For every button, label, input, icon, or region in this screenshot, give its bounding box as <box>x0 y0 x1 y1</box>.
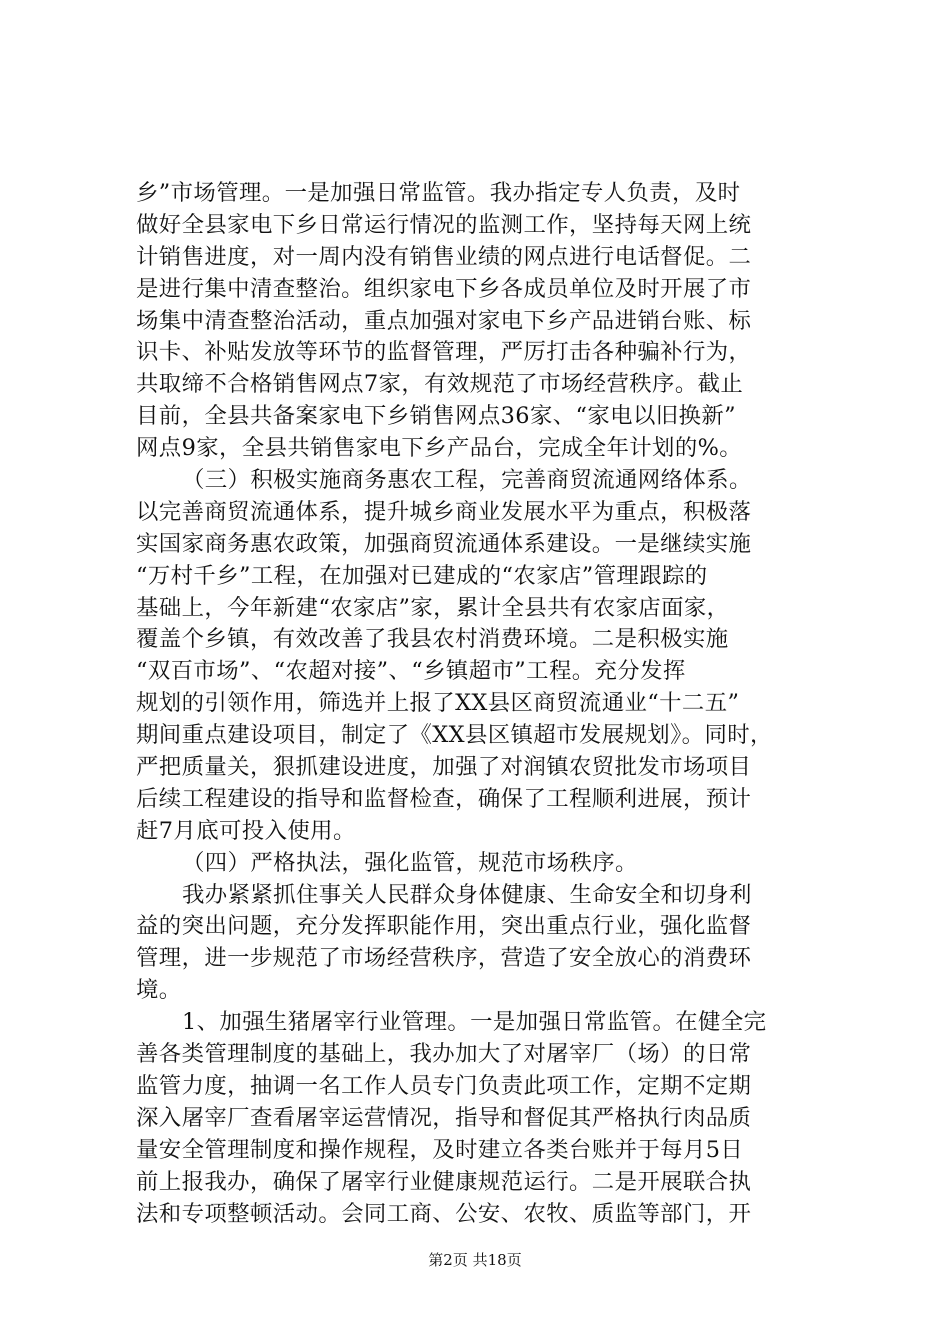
text-line: 管理，进一步规范了市场经营秩序，营造了安全放心的消费环 <box>136 945 752 972</box>
text-line: 严把质量关，狠抓建设进度，加强了对润镇农贸批发市场项目 <box>136 754 752 781</box>
text-line: 覆盖个乡镇，有效改善了我县农村消费环境。二是积极实施 <box>136 626 729 653</box>
text-line: 量安全管理制度和操作规程，及时建立各类台账并于每月5日 <box>136 1136 744 1163</box>
text-line: 监管力度，抽调一名工作人员专门负责此项工作，定期不定期 <box>136 1072 752 1099</box>
text-line: “双百市场”、“农超对接”、“乡镇超市”工程。充分发挥 <box>136 658 686 685</box>
text-line: 深入屠宰厂查看屠宰运营情况，指导和督促其严格执行肉品质 <box>136 1104 752 1131</box>
document-body <box>136 178 836 1230</box>
text-line: 计销售进度，对一周内没有销售业绩的网点进行电话督促。二 <box>136 243 752 270</box>
text-line: 基础上，今年新建“农家店”家，累计全县共有农家店面家， <box>136 594 730 621</box>
text-line: “万村千乡”工程，在加强对已建成的“农家店”管理跟踪的 <box>136 562 708 589</box>
text-line: 以完善商贸流通体系，提升城乡商业发展水平为重点，积极落 <box>136 498 752 525</box>
text-line: 境。 <box>136 977 182 1004</box>
text-line: 善各类管理制度的基础上，我办加大了对屠宰厂（场）的日常 <box>136 1041 752 1068</box>
text-line: 法和专项整顿活动。会同工商、公安、农牧、质监等部门，开 <box>136 1200 752 1227</box>
text-line: 益的突出问题，充分发挥职能作用，突出重点行业，强化监督 <box>136 913 752 940</box>
text-line: 共取缔不合格销售网点7家，有效规范了市场经营秩序。截止 <box>136 371 744 398</box>
text-line: 实国家商务惠农政策，加强商贸流通体系建设。一是继续实施 <box>136 530 752 557</box>
text-line: 识卡、补贴发放等环节的监督管理，严厉打击各种骗补行为， <box>136 339 752 366</box>
text-line: 场集中清查整治活动，重点加强对家电下乡产品进销台账、标 <box>136 307 752 334</box>
text-line: 前上报我办，确保了屠宰行业健康规范运行。二是开展联合执 <box>136 1168 752 1195</box>
section-heading-3: （三）积极实施商务惠农工程，完善商贸流通网络体系。 <box>182 467 752 494</box>
text-line: 我办紧紧抓住事关人民群众身体健康、生命安全和切身利 <box>182 881 752 908</box>
section-heading-4: （四）严格执法，强化监管，规范市场秩序。 <box>182 849 638 876</box>
text-line: 赶7月底可投入使用。 <box>136 817 356 844</box>
text-line: 网点9家，全县共销售家电下乡产品台，完成全年计划的%。 <box>136 435 743 462</box>
text-line: 1、加强生猪屠宰行业管理。一是加强日常监管。在健全完 <box>182 1009 767 1036</box>
text-line: 期间重点建设项目，制定了《XX县区镇超市发展规划》。同时， <box>136 722 773 749</box>
text-line: 目前，全县共备案家电下乡销售网点36家、“家电以旧换新” <box>136 403 736 430</box>
page-number-footer: 第2页 共18页 <box>428 1251 522 1269</box>
text-line: 乡”市场管理。一是加强日常监管。我办指定专人负责，及时 <box>136 180 741 206</box>
text-line: 是进行集中清查整治。组织家电下乡各成员单位及时开展了市 <box>136 275 752 302</box>
text-line: 做好全县家电下乡日常运行情况的监测工作，坚持每天网上统 <box>136 211 752 238</box>
text-line: 规划的引领作用，筛选并上报了XX县区商贸流通业“十二五” <box>136 690 740 717</box>
text-line: 后续工程建设的指导和监督检查，确保了工程顺利进展，预计 <box>136 785 752 812</box>
